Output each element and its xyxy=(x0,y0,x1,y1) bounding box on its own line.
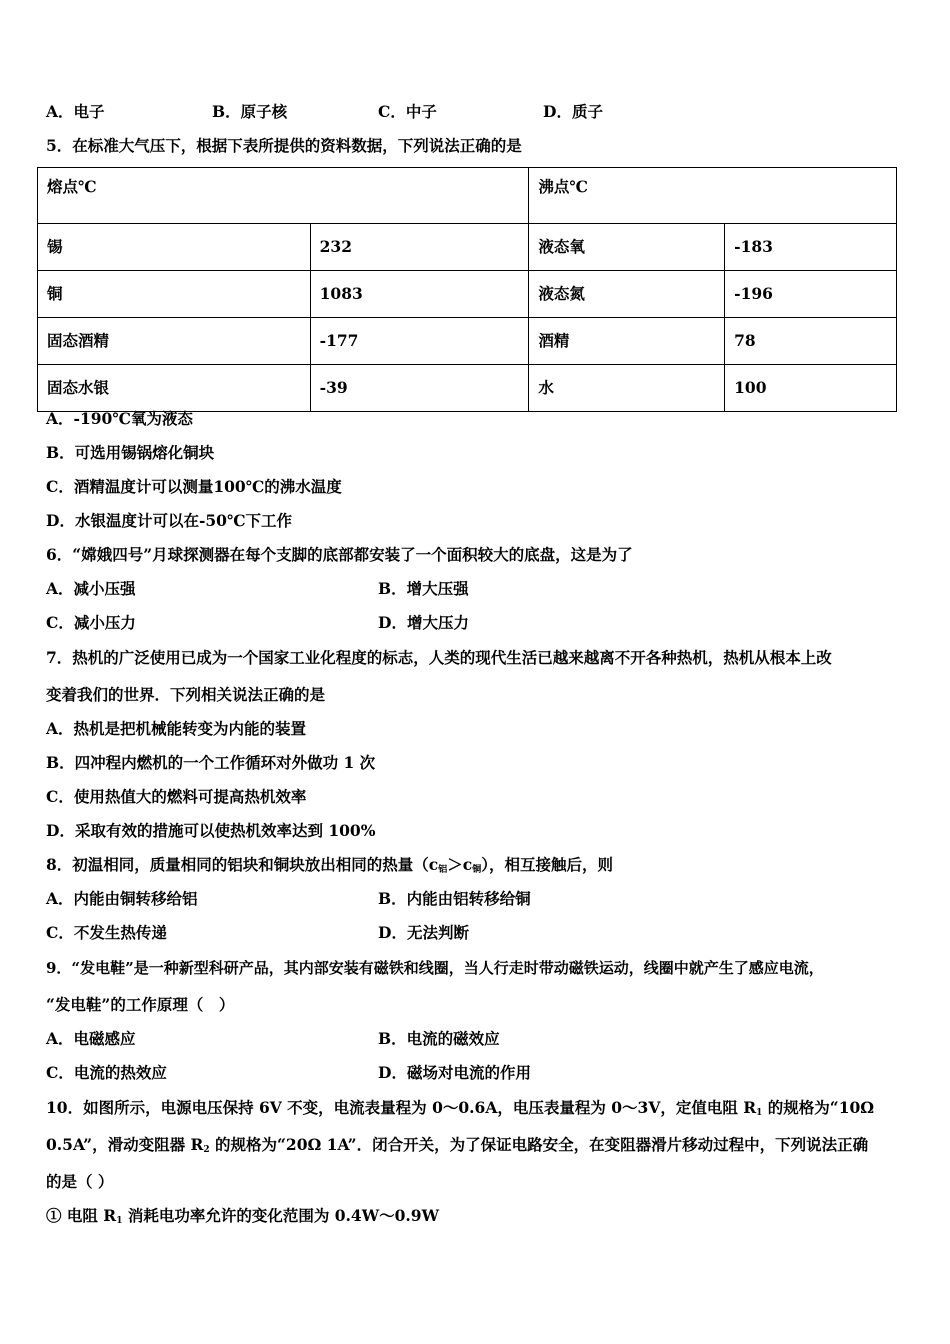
q4-option-d: D．质子 xyxy=(543,102,603,121)
table-row xyxy=(38,224,897,271)
table-cell: 锡 xyxy=(38,224,311,271)
q6-option-c: C．减小压力 xyxy=(46,613,136,632)
q9-option-d: D．磁场对电流的作用 xyxy=(378,1063,531,1082)
table-cell: -183 xyxy=(725,224,897,271)
q9-option-c: C．电流的热效应 xyxy=(46,1063,167,1082)
q9-option-a: A．电磁感应 xyxy=(46,1029,136,1048)
table-cell: -196 xyxy=(725,271,897,318)
q7-stem-line1: 7．热机的广泛使用已成为一个国家工业化程度的标志，人类的现代生活已越来越离不开各种热机，热机从根本上改 xyxy=(46,648,832,667)
table-cell: 水 xyxy=(529,365,725,412)
table-cell: 液态氮 xyxy=(529,271,725,318)
table-cell: 酒精 xyxy=(529,318,725,365)
table-cell: 铜 xyxy=(38,271,311,318)
table-cell: 液态氧 xyxy=(529,224,725,271)
q6-option-b: B．增大压强 xyxy=(378,579,469,598)
q4-option-a: A．电子 xyxy=(46,102,105,121)
q6-stem: 6．“嫦娥四号”月球探测器在每个支脚的底部都安装了一个面积较大的底盘，这是为了 xyxy=(46,545,633,564)
q10-line2-part1: 0.5A”，滑动变阻器 R xyxy=(46,1135,204,1154)
q6-option-d: D．增大压力 xyxy=(378,613,469,632)
q4-option-c: C．中子 xyxy=(378,102,437,121)
q8-stem-part3: ），相互接触后，则 xyxy=(481,855,613,874)
q8-sub-aluminum: 铝 xyxy=(438,865,448,875)
table-row xyxy=(38,271,897,318)
q10-item1-sub: 1 xyxy=(116,1216,123,1226)
table-header-row xyxy=(38,168,897,224)
q5-option-b: B．可选用锡锅熔化铜块 xyxy=(46,443,215,462)
table-cell: 1083 xyxy=(310,271,529,318)
q10-stem-line1 xyxy=(46,1098,874,1123)
table-row xyxy=(38,318,897,365)
q5-option-d: D．水银温度计可以在-50℃下工作 xyxy=(46,511,293,530)
q10-item1-part1: ① 电阻 R xyxy=(46,1206,117,1225)
q8-stem-part2: ＞c xyxy=(447,855,473,874)
q7-option-d: D．采取有效的措施可以使热机效率达到 100% xyxy=(46,821,376,840)
table-cell: 固态水银 xyxy=(38,365,311,412)
data-table xyxy=(37,167,897,412)
q5-option-a: A．-190℃氧为液态 xyxy=(46,409,193,428)
q8-stem-part1: 8．初温相同，质量相同的铝块和铜块放出相同的热量（c xyxy=(46,855,439,874)
q6-option-a: A．减小压强 xyxy=(46,579,136,598)
q8-option-b: B．内能由铝转移给铜 xyxy=(378,889,531,908)
table-row xyxy=(38,365,897,412)
table-cell: -39 xyxy=(310,365,529,412)
table-cell: 78 xyxy=(725,318,897,365)
q10-item-1 xyxy=(46,1206,439,1231)
q8-sub-copper: 铜 xyxy=(472,865,482,875)
q7-option-c: C．使用热值大的燃料可提高热机效率 xyxy=(46,787,307,806)
q10-stem-line3: 的是（ ） xyxy=(46,1172,114,1191)
q10-line2-part2: 的规格为“20Ω 1A”．闭合开关，为了保证电路安全，在变阻器滑片移动过程中，下列说法正确 xyxy=(209,1135,869,1154)
q9-option-b: B．电流的磁效应 xyxy=(378,1029,500,1048)
q7-option-a: A．热机是把机械能转变为内能的装置 xyxy=(46,719,307,738)
table-cell: -177 xyxy=(310,318,529,365)
q9-stem-line1: 9．“发电鞋”是一种新型科研产品，其内部安装有磁铁和线圈，当人行走时带动磁铁运动，线圈中就产生了感应电流， xyxy=(46,959,824,977)
header-boiling-point: 沸点℃ xyxy=(529,168,897,224)
q5-stem: 5．在标准大气压下，根据下表所提供的资料数据，下列说法正确的是 xyxy=(46,136,522,155)
q10-sub-r2: 2 xyxy=(203,1145,210,1155)
q8-option-c: C．不发生热传递 xyxy=(46,923,167,942)
q8-option-d: D．无法判断 xyxy=(378,923,469,942)
q7-option-b: B．四冲程内燃机的一个工作循环对外做功 1 次 xyxy=(46,753,376,772)
q9-stem-line2: “发电鞋”的工作原理（ ） xyxy=(46,995,235,1014)
q10-item1-part2: 消耗电功率允许的变化范围为 0.4W～0.9W xyxy=(122,1206,439,1225)
table-cell: 100 xyxy=(725,365,897,412)
q10-line1-part2: 的规格为“10Ω xyxy=(762,1098,875,1117)
q8-stem xyxy=(46,855,613,880)
q10-stem-line2 xyxy=(46,1135,868,1160)
q5-option-c: C．酒精温度计可以测量100℃的沸水温度 xyxy=(46,477,342,496)
table-cell: 固态酒精 xyxy=(38,318,311,365)
q10-sub-r1: 1 xyxy=(756,1108,763,1118)
q8-option-a: A．内能由铜转移给铝 xyxy=(46,889,198,908)
q4-option-b: B．原子核 xyxy=(212,102,288,121)
q7-stem-line2: 变着我们的世界．下列相关说法正确的是 xyxy=(46,685,326,704)
header-melting-point: 熔点℃ xyxy=(38,168,529,224)
table-cell: 232 xyxy=(310,224,529,271)
q10-line1-part1: 10．如图所示，电源电压保持 6V 不变，电流表量程为 0～0.6A，电压表量程为 0～3V，定值电阻 R xyxy=(46,1098,757,1117)
